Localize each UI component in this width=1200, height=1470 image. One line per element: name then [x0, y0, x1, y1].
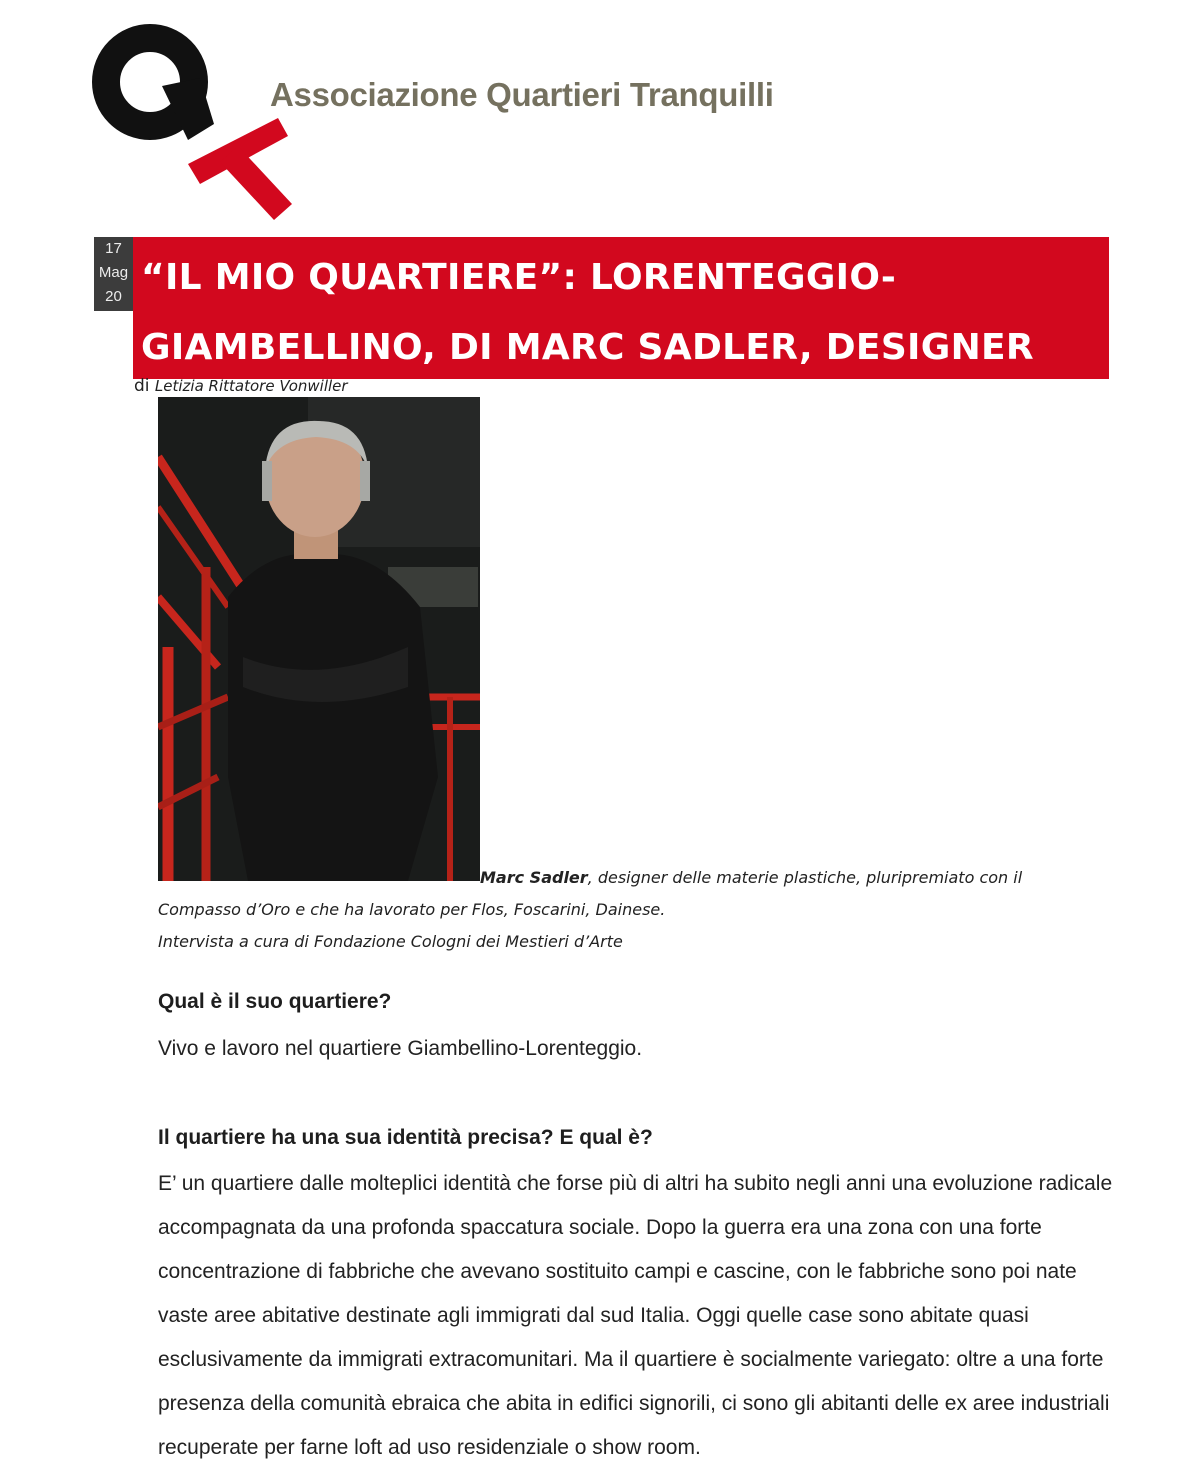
photo-caption — [158, 862, 1078, 958]
date-month: Mag — [98, 264, 129, 281]
answer-1: Vivo e lavoro nel quartiere Giambellino-Lorenteggio. — [158, 1037, 643, 1060]
post-title-box — [133, 237, 1109, 379]
org-name[interactable]: Associazione Quartieri Tranquilli — [270, 76, 774, 113]
post-date-badge — [94, 237, 133, 311]
question-2: Il quartiere ha una sua identità precisa? E qual è? — [158, 1126, 653, 1149]
post-title[interactable]: “IL MIO QUARTIERE”: LORENTEGGIO-GIAMBELLINO, DI MARC SADLER, DESIGNER — [141, 257, 1034, 368]
portrait-photo — [158, 397, 480, 881]
post-byline — [134, 376, 348, 396]
aqt-logo[interactable] — [92, 14, 302, 224]
date-year: 20 — [105, 288, 122, 305]
author-link[interactable]: Letizia Rittatore Vonwiller — [154, 377, 348, 395]
byline-prefix: di — [134, 376, 150, 396]
date-day: 17 — [105, 240, 122, 257]
caption-credit: Intervista a cura di Fondazione Cologni dei Mestieri d’Arte — [158, 932, 623, 951]
caption-name: Marc Sadler — [480, 868, 588, 887]
caption-text: , designer delle materie plastiche, pluripremiato con il Compasso d’Oro e che ha lavorato per Flos, Foscarini, Dainese. — [158, 868, 1023, 919]
answer-2: E’ un quartiere dalle molteplici identità che forse più di altri ha subito negli anni una evoluzione radicale accompagnata da una profonda spaccatura sociale. Dopo la guerra era una zona con una forte concentrazione di fabbriche che avevano sostituito campi e cascine, con le fabbriche sono poi nate vaste aree abitative destinate agli immigrati dal sud Italia. Oggi quelle case sono abitate quasi esclusivamente da immigrati extracomunitari. Ma il quartiere è socialmente variegato: oltre a una forte presenza della comunità ebraica che abita in edifici signorili, ci sono gli abitanti delle ex aree industriali recuperate per farne loft ad uso residenziale o show room. — [158, 1172, 1113, 1459]
question-1: Qual è il suo quartiere? — [158, 990, 392, 1013]
